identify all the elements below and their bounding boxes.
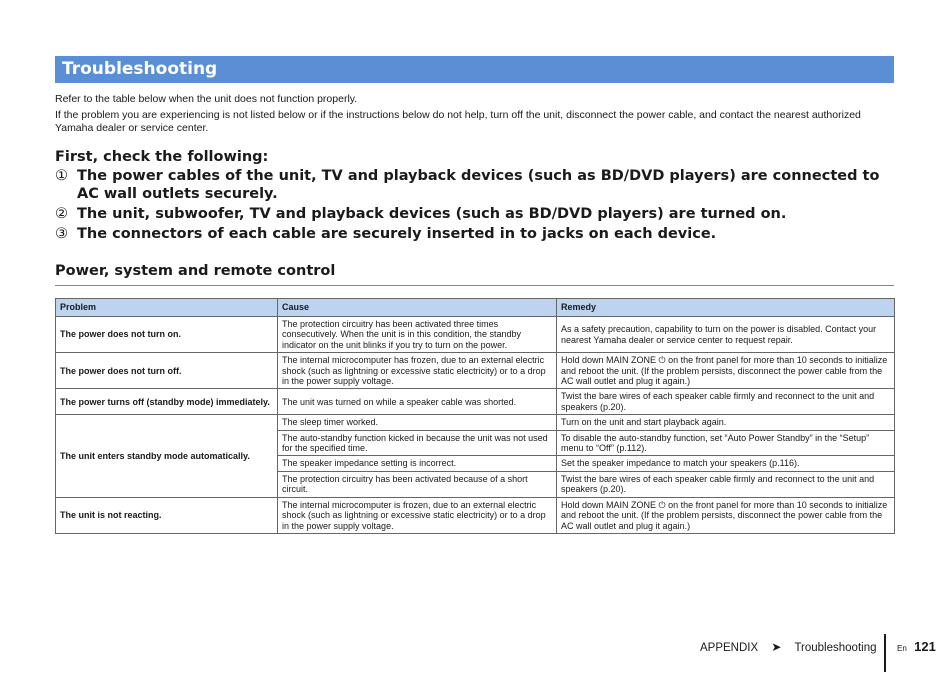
footer-section-link[interactable]: APPENDIX — [700, 642, 759, 654]
cause-cell: The internal microcomputer has frozen, due to an external electric shock (such as lightning or excessive static electricity) or to a drop in the power supply voltage. — [278, 353, 557, 389]
intro-text — [55, 93, 885, 138]
checklist-text: The power cables of the unit, TV and playback devices (such as BD/DVD players) are connected to AC wall outlets securely. — [77, 168, 880, 202]
footer-page-title-link[interactable]: Troubleshooting — [794, 642, 877, 654]
remedy-cell: To disable the auto-standby function, set “Auto Power Standby” in the “Setup” menu to “Off” (p.112). — [557, 430, 895, 456]
problem-cell: The unit enters standby mode automatically. — [56, 415, 278, 497]
page-number — [897, 638, 936, 658]
troubleshooting-table — [55, 298, 895, 534]
checklist-heading: First, check the following: — [55, 149, 269, 165]
cause-cell: The unit was turned on while a speaker cable was shorted. — [278, 389, 557, 415]
checklist-item — [55, 167, 885, 203]
remedy-cell: As a safety precaution, capability to turn on the power is disabled. Contact your nearest Yamaha dealer or service center to request repair. — [557, 317, 895, 353]
page-title: Troubleshooting — [55, 56, 894, 83]
table-row — [56, 353, 895, 389]
problem-cell: The power does not turn on. — [56, 317, 278, 353]
table-header-row — [56, 299, 895, 317]
remedy-cell: Turn on the unit and start playback again. — [557, 415, 895, 430]
intro-line-2: If the problem you are experiencing is not listed below or if the instructions below do not help, turn off the unit, disconnect the power cable, and contact the nearest authorized Yamaha dealer or service center. — [55, 109, 861, 134]
cause-cell: The sleep timer worked. — [278, 415, 557, 430]
checklist-item — [55, 225, 885, 243]
footer-breadcrumb — [700, 638, 876, 656]
table-row — [56, 497, 895, 533]
footer-divider — [884, 634, 886, 672]
cause-cell: The protection circuitry has been activated because of a short circuit. — [278, 471, 557, 497]
remedy-cell: Hold down MAIN ZONE ⏻ on the front panel for more than 10 seconds to initialize and reboot the unit. (If the problem persists, disconnect the power cable from the AC wall outlet and plug it again.) — [557, 497, 895, 533]
checklist-item — [55, 205, 885, 223]
header-problem: Problem — [56, 299, 278, 317]
checklist-number: ③ — [55, 226, 68, 242]
table-row — [56, 317, 895, 353]
remedy-cell: Twist the bare wires of each speaker cable firmly and reconnect to the unit and speakers (p.20). — [557, 389, 895, 415]
checklist-number: ② — [55, 206, 68, 222]
arrow-right-icon: ➤ — [771, 640, 782, 654]
cause-cell: The speaker impedance setting is incorrect. — [278, 456, 557, 471]
page-number-value: 121 — [914, 639, 936, 654]
cause-cell: The internal microcomputer is frozen, due to an external electric shock (such as lightning or excessive static electricity) or to a drop in the power supply voltage. — [278, 497, 557, 533]
remedy-cell: Hold down MAIN ZONE ⏻ on the front panel for more than 10 seconds to initialize and reboot the unit. (If the problem persists, disconnect the power cable from the AC wall outlet and plug it again.) — [557, 353, 895, 389]
table-row — [56, 389, 895, 415]
cause-cell: The auto-standby function kicked in because the unit was not used for the specified time. — [278, 430, 557, 456]
table-row — [56, 415, 895, 430]
problem-cell: The power does not turn off. — [56, 353, 278, 389]
checklist-number: ① — [55, 168, 68, 184]
header-cause: Cause — [278, 299, 557, 317]
section-title: Power, system and remote control — [55, 262, 894, 286]
problem-cell: The power turns off (standby mode) immediately. — [56, 389, 278, 415]
cause-cell: The protection circuitry has been activated three times consecutively. When the unit is in this condition, the standby indicator on the unit blinks if you try to turn on the power. — [278, 317, 557, 353]
problem-cell: The unit is not reacting. — [56, 497, 278, 533]
header-remedy: Remedy — [557, 299, 895, 317]
intro-line-1: Refer to the table below when the unit does not function properly. — [55, 93, 358, 105]
checklist-text: The unit, subwoofer, TV and playback devices (such as BD/DVD players) are turned on. — [77, 206, 787, 222]
language-label: En — [897, 644, 907, 653]
checklist — [55, 148, 885, 245]
checklist-text: The connectors of each cable are securely inserted in to jacks on each device. — [77, 226, 717, 242]
remedy-cell: Set the speaker impedance to match your speakers (p.116). — [557, 456, 895, 471]
remedy-cell: Twist the bare wires of each speaker cable firmly and reconnect to the unit and speakers (p.20). — [557, 471, 895, 497]
